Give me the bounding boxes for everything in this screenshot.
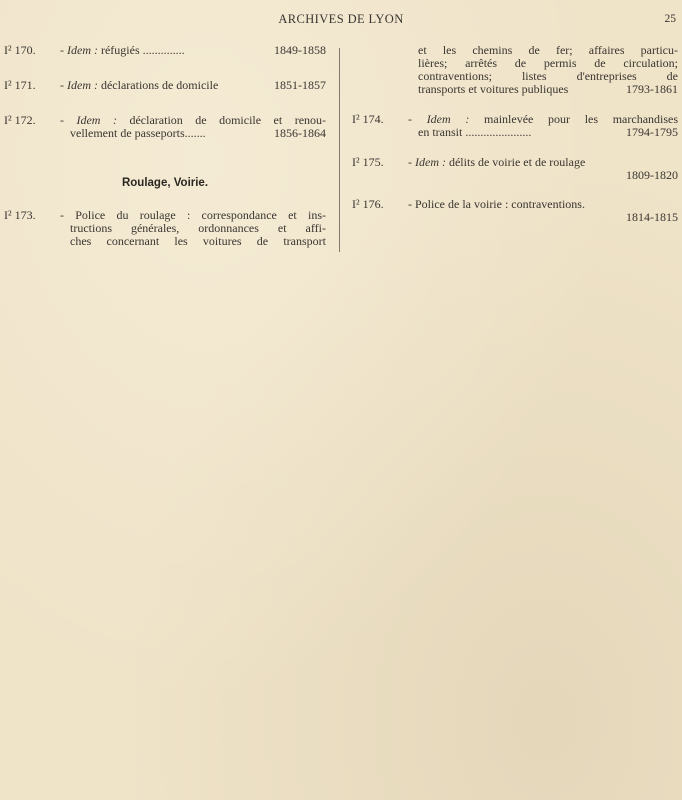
entry-dates: 1814-1815 [626, 210, 678, 224]
entry-text-line1: déclaration de domicile et renou- [129, 113, 327, 127]
entry-i2-171: I² 171. - Idem : déclarations de domicile 1851-1857 [4, 78, 326, 92]
entry-ref: I² 170. [4, 43, 36, 57]
entry-text: délits de voirie et de roulage [448, 155, 586, 169]
entry-ref: I² 173. [4, 208, 36, 222]
idem-label: Idem : [415, 155, 446, 169]
page-number: 25 [664, 13, 676, 25]
entry-i2-172: I² 172. - Idem : déclaration de domicile et renou- vellement de passeports....... 1856-1864 [4, 113, 327, 140]
entry-i2-174: I² 174. - Idem : mainlevée pour les marchandises en transit ...................... 1794-1795 [352, 112, 679, 139]
entry-i2-173-continuation [352, 44, 678, 96]
entry-dates: 1849-1858 [274, 43, 326, 57]
continuation-line: transports et voitures publiques [418, 82, 569, 96]
entry-dates: 1851-1857 [274, 78, 326, 92]
idem-label: Idem : [76, 113, 117, 127]
idem-label: Idem : [426, 112, 470, 126]
entry-text: déclarations de domicile [100, 78, 219, 92]
entry-i2-170: I² 170. - Idem : réfugiés .............. 1849-1858 [4, 43, 326, 57]
entry-ref: I² 171. [4, 78, 36, 92]
entry-ref: I² 172. [4, 113, 36, 127]
column-divider [339, 48, 340, 252]
entry-text-line2: en transit ...................... [418, 125, 532, 139]
entry-ref: I² 175. [352, 155, 384, 169]
continuation-line: lières; arrêtés de permis de circulation; [418, 56, 678, 70]
left-column [4, 44, 326, 248]
idem-label: Idem : [67, 43, 98, 57]
entry-text-line1: Police du roulage : correspondance et ins- [75, 208, 327, 222]
entry-text-line1: mainlevée pour les marchandises [484, 112, 679, 126]
continuation-line: et les chemins de fer; affaires particu- [418, 43, 678, 57]
entry-i2-175: I² 175. - Idem : délits de voirie et de roulage 1809-1820 [352, 155, 678, 182]
continuation-line: contraventions; listes d'entreprises de [418, 69, 678, 83]
entry-text-line2: tructions générales, ordonnances et affi- [70, 221, 326, 235]
page-header-title: ARCHIVES DE LYON [278, 12, 404, 26]
entry-ref: I² 174. [352, 112, 384, 126]
entry-i2-176: I² 176. - Police de la voirie : contraventions. 1814-1815 [352, 197, 678, 224]
entry-text: Police de la voirie : contraventions. [415, 197, 585, 211]
entry-dates: 1793-1861 [626, 82, 678, 96]
right-column [352, 44, 678, 224]
entry-text: réfugiés .............. [100, 43, 185, 57]
entry-text-line3: ches concernant les voitures de transport [70, 234, 326, 248]
entry-text-line2: vellement de passeports....... [70, 126, 206, 140]
entry-i2-173: I² 173. - Police du roulage : correspondance et ins- tructions générales, ordonnances et affi- ches concernant les voitures de transport [4, 208, 327, 248]
entry-dates: 1856-1864 [274, 126, 326, 140]
entry-ref: I² 176. [352, 197, 384, 211]
section-heading-roulage-voirie: Roulage, Voirie. [121, 177, 209, 189]
idem-label: Idem : [67, 78, 98, 92]
entry-dates: 1809-1820 [626, 168, 678, 182]
entry-dates: 1794-1795 [626, 125, 678, 139]
